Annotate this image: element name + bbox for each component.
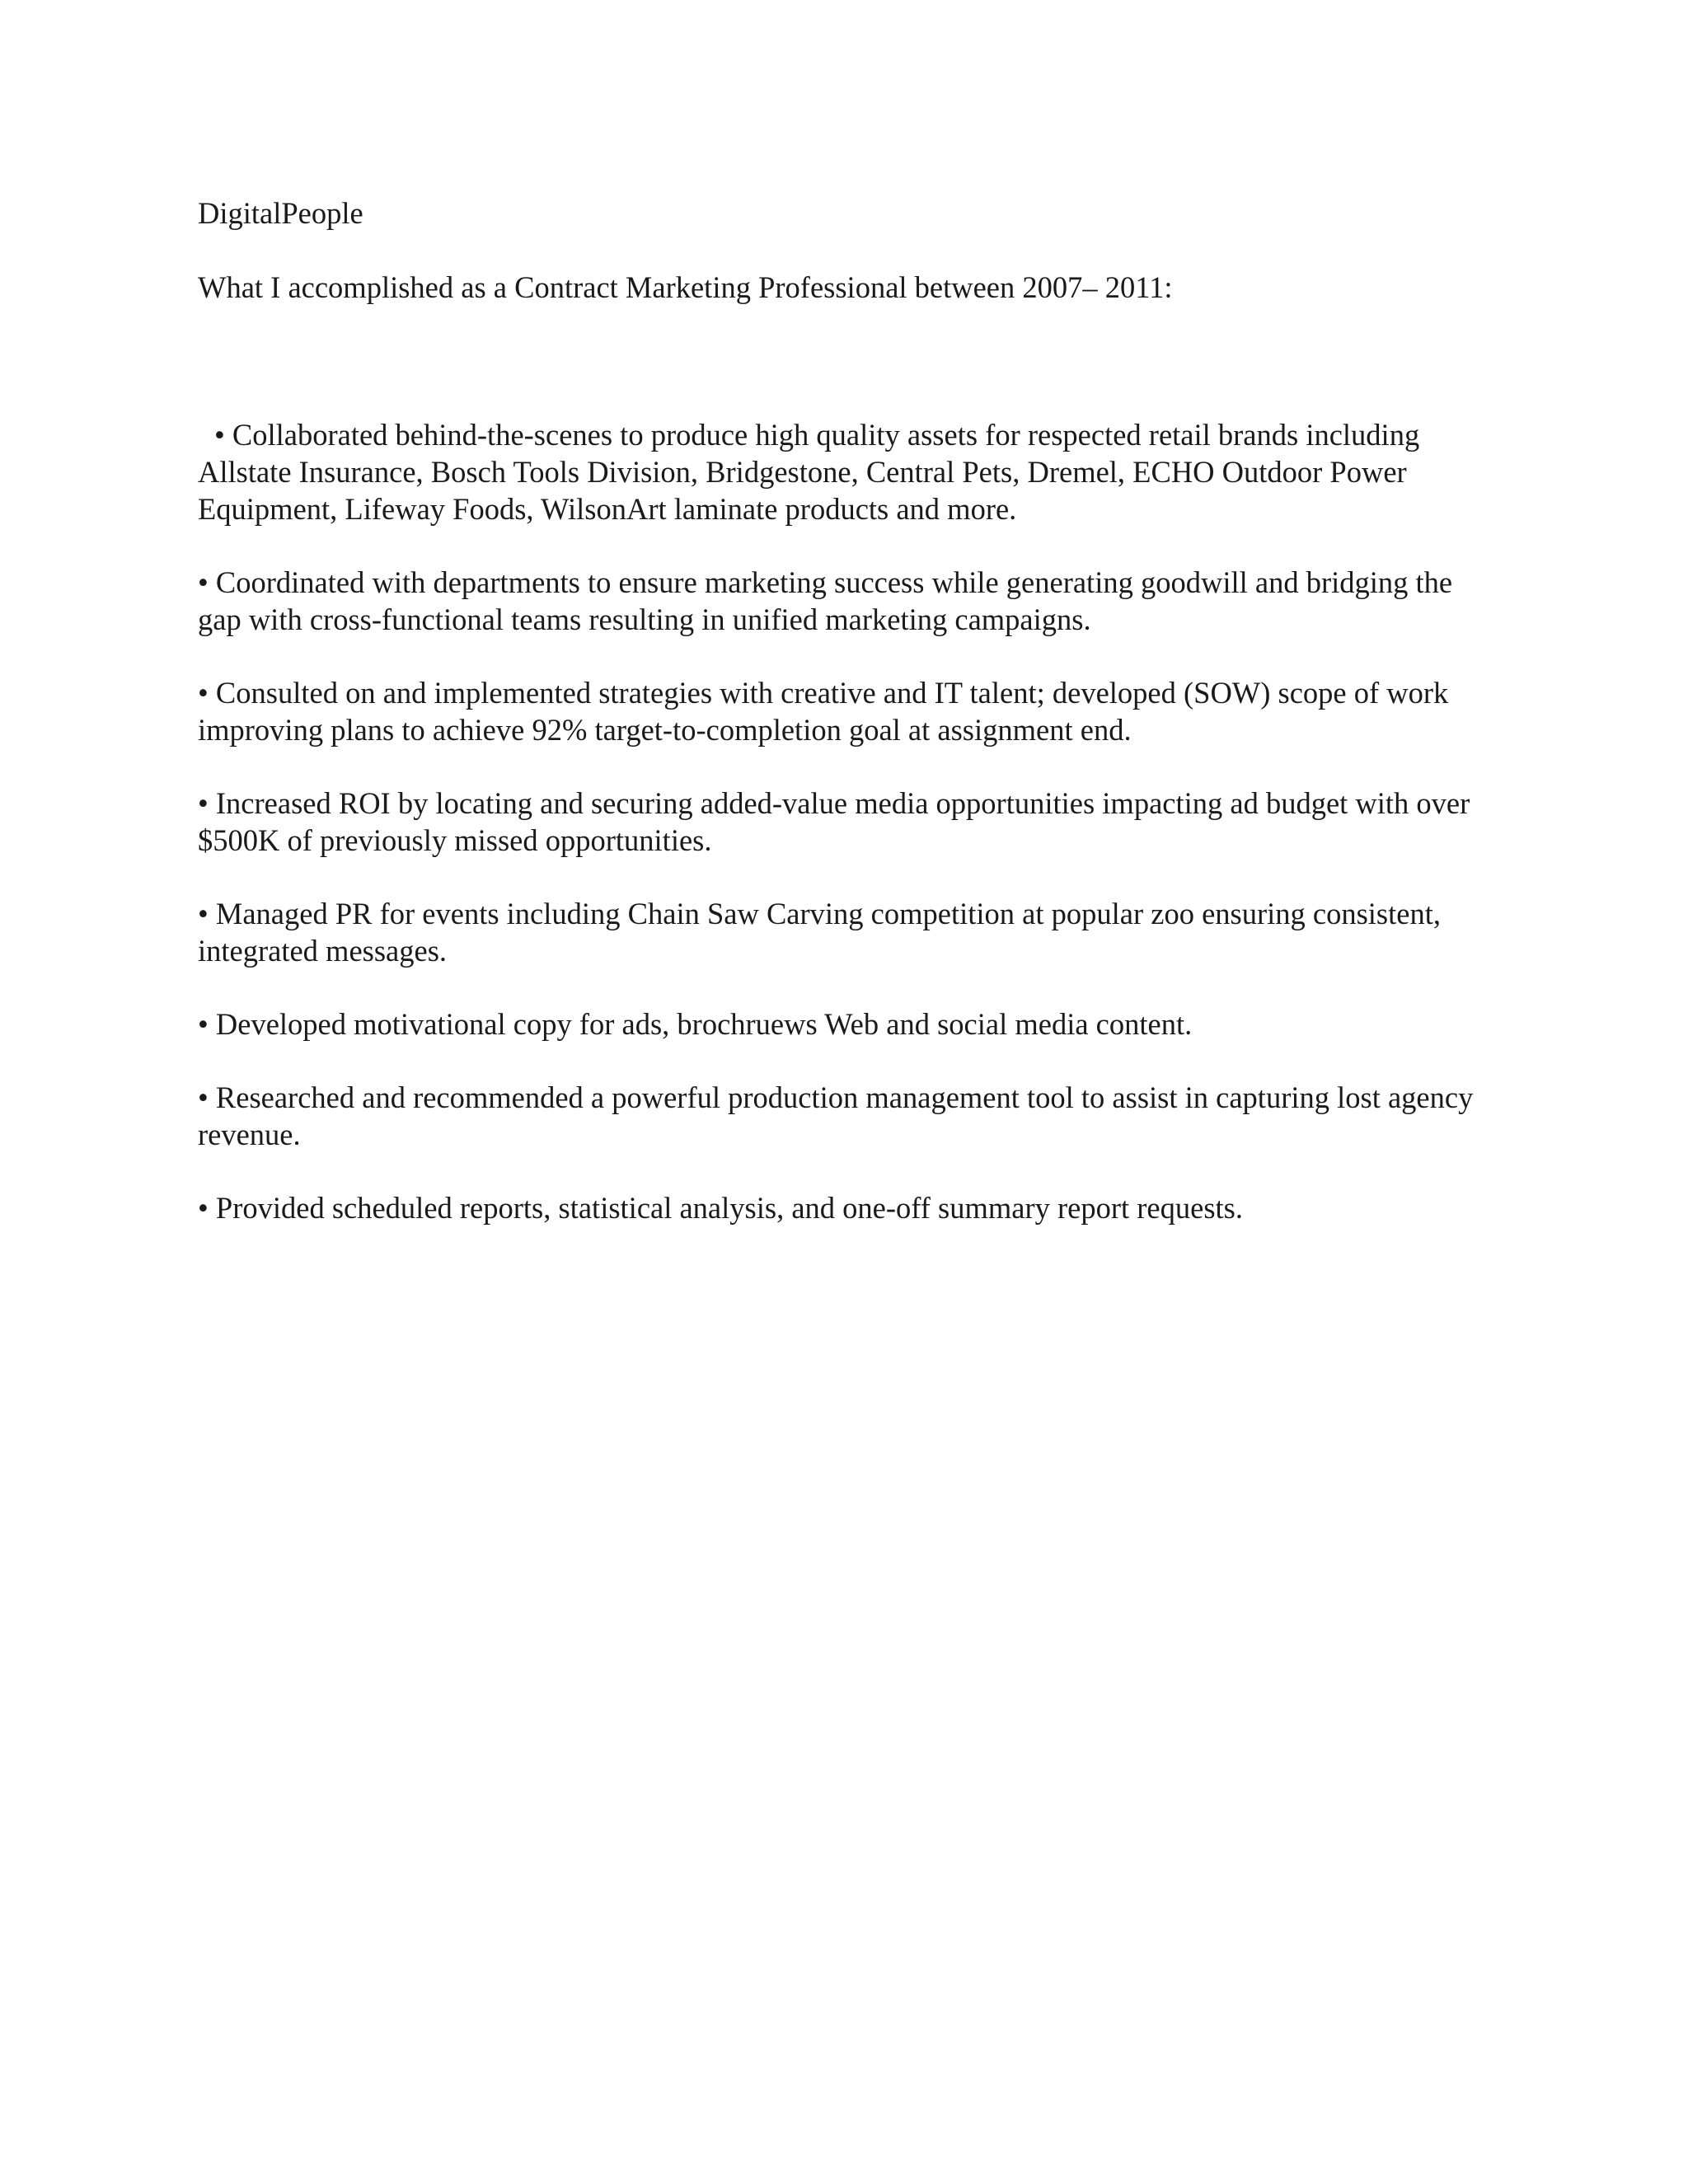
bullet-glyph: • — [214, 418, 225, 452]
bullet-glyph: • — [198, 1080, 209, 1114]
intro-line: What I accomplished as a Contract Marketing Professional between 2007– 2011: — [198, 270, 1173, 304]
list-item — [198, 1005, 1500, 1043]
list-item-text: Consulted on and implemented strategies with creative and IT talent; developed (SOW) scope of work improving plans to achieve 92% target-to-completion goal at assignment end. — [198, 676, 1449, 747]
list-item-text: Provided scheduled reports, statistical analysis, and one-off summary report requests. — [215, 1191, 1244, 1225]
list-item-text: Managed PR for events including Chain Saw Carving competition at popular zoo ensuring consistent, integrated messages. — [198, 897, 1441, 968]
list-item — [198, 785, 1500, 859]
bullet-glyph: • — [198, 786, 209, 820]
list-item — [198, 1079, 1500, 1153]
list-item — [198, 564, 1500, 638]
list-item — [198, 895, 1500, 969]
list-item-text: Collaborated behind-the-scenes to produce high quality assets for respected retail brands including Allstate Insurance, Bosch Tools Division, Bridgestone, Central Pets, Dremel, ECHO Outdoor Power Equipment, Lifeway Foods, WilsonArt laminate products and more. — [198, 418, 1420, 526]
bullet-glyph: • — [198, 1007, 209, 1041]
list-item-text: Coordinated with departments to ensure marketing success while generating goodwill and bridging the gap with cross-functional teams resulting in unified marketing campaigns. — [198, 565, 1453, 636]
company-name: DigitalPeople — [198, 196, 363, 230]
list-item — [198, 416, 1500, 527]
accomplishments-list — [198, 416, 1500, 1226]
list-item-text: Increased ROI by locating and securing added-value media opportunities impacting ad budget with over $500K of previously missed opportunities. — [198, 786, 1470, 857]
bullet-glyph: • — [198, 897, 209, 930]
list-item-text: Researched and recommended a powerful production management tool to assist in capturing lost agency revenue. — [198, 1080, 1474, 1151]
bullet-glyph: • — [198, 1191, 209, 1225]
list-item — [198, 674, 1500, 748]
document-content — [198, 194, 1500, 1263]
bullet-glyph: • — [198, 676, 209, 710]
list-item-text: Developed motivational copy for ads, brochruews Web and social media content. — [215, 1007, 1193, 1041]
list-item — [198, 1189, 1500, 1226]
bullet-glyph: • — [198, 565, 209, 599]
